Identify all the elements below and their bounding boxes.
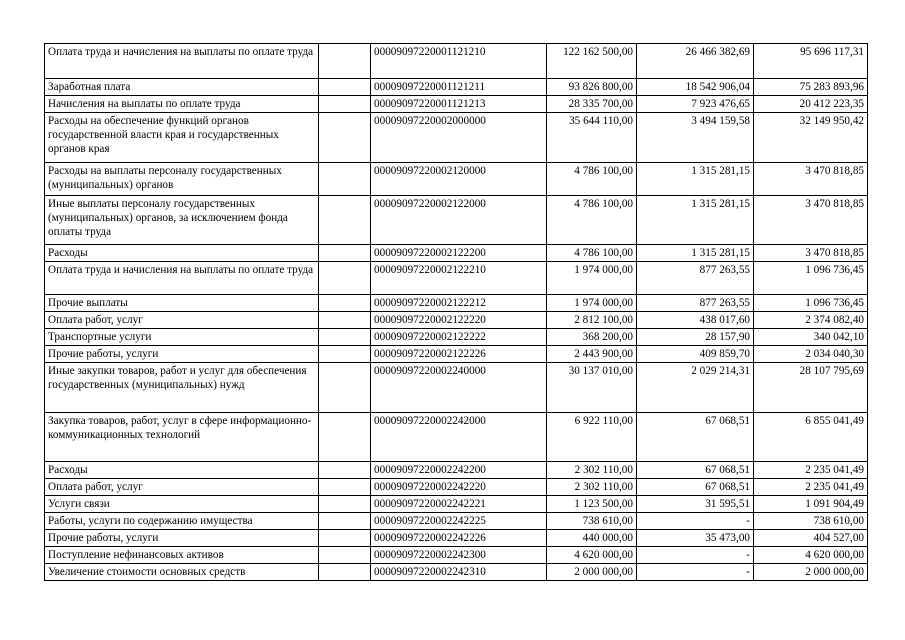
row-plan-cell: 4 786 100,00 xyxy=(547,196,637,245)
row-fact-cell: - xyxy=(637,547,754,564)
row-empty-cell xyxy=(319,413,371,462)
row-empty-cell xyxy=(319,513,371,530)
row-code-cell: 00009097220002122000 xyxy=(371,196,547,245)
row-code-cell: 00009097220002242200 xyxy=(371,462,547,479)
row-name-cell: Оплата труда и начисления на выплаты по оплате труда xyxy=(45,262,319,295)
row-fact-cell: 7 923 476,65 xyxy=(637,96,754,113)
row-plan-cell: 30 137 010,00 xyxy=(547,363,637,413)
row-name-cell: Иные закупки товаров, работ и услуг для обеспечения государственных (муниципальных) нужд xyxy=(45,363,319,413)
row-fact-cell: 1 315 281,15 xyxy=(637,245,754,262)
row-name-cell: Расходы на выплаты персоналу государственных (муниципальных) органов xyxy=(45,163,319,196)
row-plan-cell: 1 974 000,00 xyxy=(547,262,637,295)
row-name-cell: Увеличение стоимости основных средств xyxy=(45,564,319,581)
row-name-cell: Расходы xyxy=(45,462,319,479)
row-empty-cell xyxy=(319,547,371,564)
row-empty-cell xyxy=(319,530,371,547)
row-rest-cell: 1 096 736,45 xyxy=(754,295,868,312)
row-fact-cell: 409 859,70 xyxy=(637,346,754,363)
row-rest-cell: 340 042,10 xyxy=(754,329,868,346)
row-plan-cell: 368 200,00 xyxy=(547,329,637,346)
row-plan-cell: 2 302 110,00 xyxy=(547,462,637,479)
row-plan-cell: 2 812 100,00 xyxy=(547,312,637,329)
table-row xyxy=(45,312,868,329)
row-name-cell: Прочие работы, услуги xyxy=(45,346,319,363)
table-row xyxy=(45,547,868,564)
table-row xyxy=(45,329,868,346)
row-code-cell: 00009097220001121210 xyxy=(371,44,547,79)
table-row xyxy=(45,44,868,79)
row-code-cell: 00009097220002122220 xyxy=(371,312,547,329)
row-code-cell: 00009097220002122226 xyxy=(371,346,547,363)
row-plan-cell: 4 786 100,00 xyxy=(547,245,637,262)
row-plan-cell: 1 123 500,00 xyxy=(547,496,637,513)
row-rest-cell: 738 610,00 xyxy=(754,513,868,530)
row-rest-cell: 2 034 040,30 xyxy=(754,346,868,363)
row-empty-cell xyxy=(319,479,371,496)
row-code-cell: 00009097220002242226 xyxy=(371,530,547,547)
row-name-cell: Поступление нефинансовых активов xyxy=(45,547,319,564)
row-plan-cell: 1 974 000,00 xyxy=(547,295,637,312)
row-fact-cell: 28 157,90 xyxy=(637,329,754,346)
table-row xyxy=(45,564,868,581)
row-fact-cell: 67 068,51 xyxy=(637,462,754,479)
table-row xyxy=(45,496,868,513)
row-rest-cell: 2 000 000,00 xyxy=(754,564,868,581)
row-rest-cell: 3 470 818,85 xyxy=(754,163,868,196)
row-rest-cell: 3 470 818,85 xyxy=(754,245,868,262)
row-name-cell: Транспортные услуги xyxy=(45,329,319,346)
row-plan-cell: 2 443 900,00 xyxy=(547,346,637,363)
row-fact-cell: 2 029 214,31 xyxy=(637,363,754,413)
row-name-cell: Расходы на обеспечение функций органов государственной власти края и государственных органов края xyxy=(45,113,319,163)
row-plan-cell: 122 162 500,00 xyxy=(547,44,637,79)
row-rest-cell: 404 527,00 xyxy=(754,530,868,547)
row-plan-cell: 4 786 100,00 xyxy=(547,163,637,196)
row-rest-cell: 32 149 950,42 xyxy=(754,113,868,163)
row-fact-cell: - xyxy=(637,513,754,530)
table-row xyxy=(45,113,868,163)
table-row xyxy=(45,479,868,496)
row-empty-cell xyxy=(319,329,371,346)
row-empty-cell xyxy=(319,245,371,262)
row-rest-cell: 1 091 904,49 xyxy=(754,496,868,513)
row-name-cell: Расходы xyxy=(45,245,319,262)
row-plan-cell: 6 922 110,00 xyxy=(547,413,637,462)
row-fact-cell: - xyxy=(637,564,754,581)
row-plan-cell: 28 335 700,00 xyxy=(547,96,637,113)
row-fact-cell: 67 068,51 xyxy=(637,413,754,462)
table-row xyxy=(45,363,868,413)
row-name-cell: Работы, услуги по содержанию имущества xyxy=(45,513,319,530)
row-empty-cell xyxy=(319,363,371,413)
row-code-cell: 00009097220002240000 xyxy=(371,363,547,413)
row-empty-cell xyxy=(319,346,371,363)
row-code-cell: 00009097220002242310 xyxy=(371,564,547,581)
row-rest-cell: 28 107 795,69 xyxy=(754,363,868,413)
row-empty-cell xyxy=(319,113,371,163)
row-empty-cell xyxy=(319,262,371,295)
row-fact-cell: 18 542 906,04 xyxy=(637,79,754,96)
table-row xyxy=(45,530,868,547)
row-code-cell: 00009097220002242300 xyxy=(371,547,547,564)
row-name-cell: Закупка товаров, работ, услуг в сфере информационно-коммуникационных технологий xyxy=(45,413,319,462)
table-row xyxy=(45,262,868,295)
row-rest-cell: 75 283 893,96 xyxy=(754,79,868,96)
row-name-cell: Начисления на выплаты по оплате труда xyxy=(45,96,319,113)
row-empty-cell xyxy=(319,295,371,312)
row-plan-cell: 35 644 110,00 xyxy=(547,113,637,163)
row-name-cell: Прочие работы, услуги xyxy=(45,530,319,547)
table-row xyxy=(45,413,868,462)
row-fact-cell: 35 473,00 xyxy=(637,530,754,547)
row-name-cell: Прочие выплаты xyxy=(45,295,319,312)
row-plan-cell: 440 000,00 xyxy=(547,530,637,547)
row-fact-cell: 26 466 382,69 xyxy=(637,44,754,79)
row-fact-cell: 3 494 159,58 xyxy=(637,113,754,163)
row-empty-cell xyxy=(319,196,371,245)
table-body xyxy=(45,44,868,581)
row-code-cell: 00009097220002242000 xyxy=(371,413,547,462)
row-code-cell: 00009097220001121211 xyxy=(371,79,547,96)
table-row xyxy=(45,163,868,196)
table-row xyxy=(45,346,868,363)
row-code-cell: 00009097220002242221 xyxy=(371,496,547,513)
table-row xyxy=(45,79,868,96)
row-code-cell: 00009097220002122222 xyxy=(371,329,547,346)
row-empty-cell xyxy=(319,96,371,113)
budget-execution-table xyxy=(44,43,868,581)
row-code-cell: 00009097220002120000 xyxy=(371,163,547,196)
row-fact-cell: 31 595,51 xyxy=(637,496,754,513)
row-rest-cell: 4 620 000,00 xyxy=(754,547,868,564)
row-name-cell: Заработная плата xyxy=(45,79,319,96)
row-fact-cell: 67 068,51 xyxy=(637,479,754,496)
row-rest-cell: 6 855 041,49 xyxy=(754,413,868,462)
row-rest-cell: 2 374 082,40 xyxy=(754,312,868,329)
row-code-cell: 00009097220002000000 xyxy=(371,113,547,163)
row-fact-cell: 1 315 281,15 xyxy=(637,163,754,196)
row-rest-cell: 20 412 223,35 xyxy=(754,96,868,113)
row-plan-cell: 93 826 800,00 xyxy=(547,79,637,96)
row-code-cell: 00009097220002122212 xyxy=(371,295,547,312)
row-rest-cell: 3 470 818,85 xyxy=(754,196,868,245)
row-fact-cell: 1 315 281,15 xyxy=(637,196,754,245)
row-code-cell: 00009097220002122200 xyxy=(371,245,547,262)
row-rest-cell: 1 096 736,45 xyxy=(754,262,868,295)
row-name-cell: Услуги связи xyxy=(45,496,319,513)
row-rest-cell: 95 696 117,31 xyxy=(754,44,868,79)
row-rest-cell: 2 235 041,49 xyxy=(754,479,868,496)
row-empty-cell xyxy=(319,462,371,479)
row-empty-cell xyxy=(319,496,371,513)
table-row xyxy=(45,96,868,113)
row-name-cell: Оплата работ, услуг xyxy=(45,479,319,496)
row-fact-cell: 438 017,60 xyxy=(637,312,754,329)
table-row xyxy=(45,295,868,312)
row-name-cell: Иные выплаты персоналу государственных (муниципальных) органов, за исключением фонда оплаты труда xyxy=(45,196,319,245)
row-plan-cell: 2 302 110,00 xyxy=(547,479,637,496)
row-plan-cell: 738 610,00 xyxy=(547,513,637,530)
row-code-cell: 00009097220001121213 xyxy=(371,96,547,113)
row-name-cell: Оплата труда и начисления на выплаты по оплате труда xyxy=(45,44,319,79)
row-code-cell: 00009097220002242220 xyxy=(371,479,547,496)
row-plan-cell: 4 620 000,00 xyxy=(547,547,637,564)
row-name-cell: Оплата работ, услуг xyxy=(45,312,319,329)
row-rest-cell: 2 235 041,49 xyxy=(754,462,868,479)
table-row xyxy=(45,245,868,262)
row-code-cell: 00009097220002242225 xyxy=(371,513,547,530)
row-empty-cell xyxy=(319,44,371,79)
row-empty-cell xyxy=(319,312,371,329)
row-fact-cell: 877 263,55 xyxy=(637,295,754,312)
row-plan-cell: 2 000 000,00 xyxy=(547,564,637,581)
row-empty-cell xyxy=(319,163,371,196)
table-row xyxy=(45,462,868,479)
table-row xyxy=(45,196,868,245)
table-row xyxy=(45,513,868,530)
row-code-cell: 00009097220002122210 xyxy=(371,262,547,295)
row-empty-cell xyxy=(319,564,371,581)
row-empty-cell xyxy=(319,79,371,96)
row-fact-cell: 877 263,55 xyxy=(637,262,754,295)
